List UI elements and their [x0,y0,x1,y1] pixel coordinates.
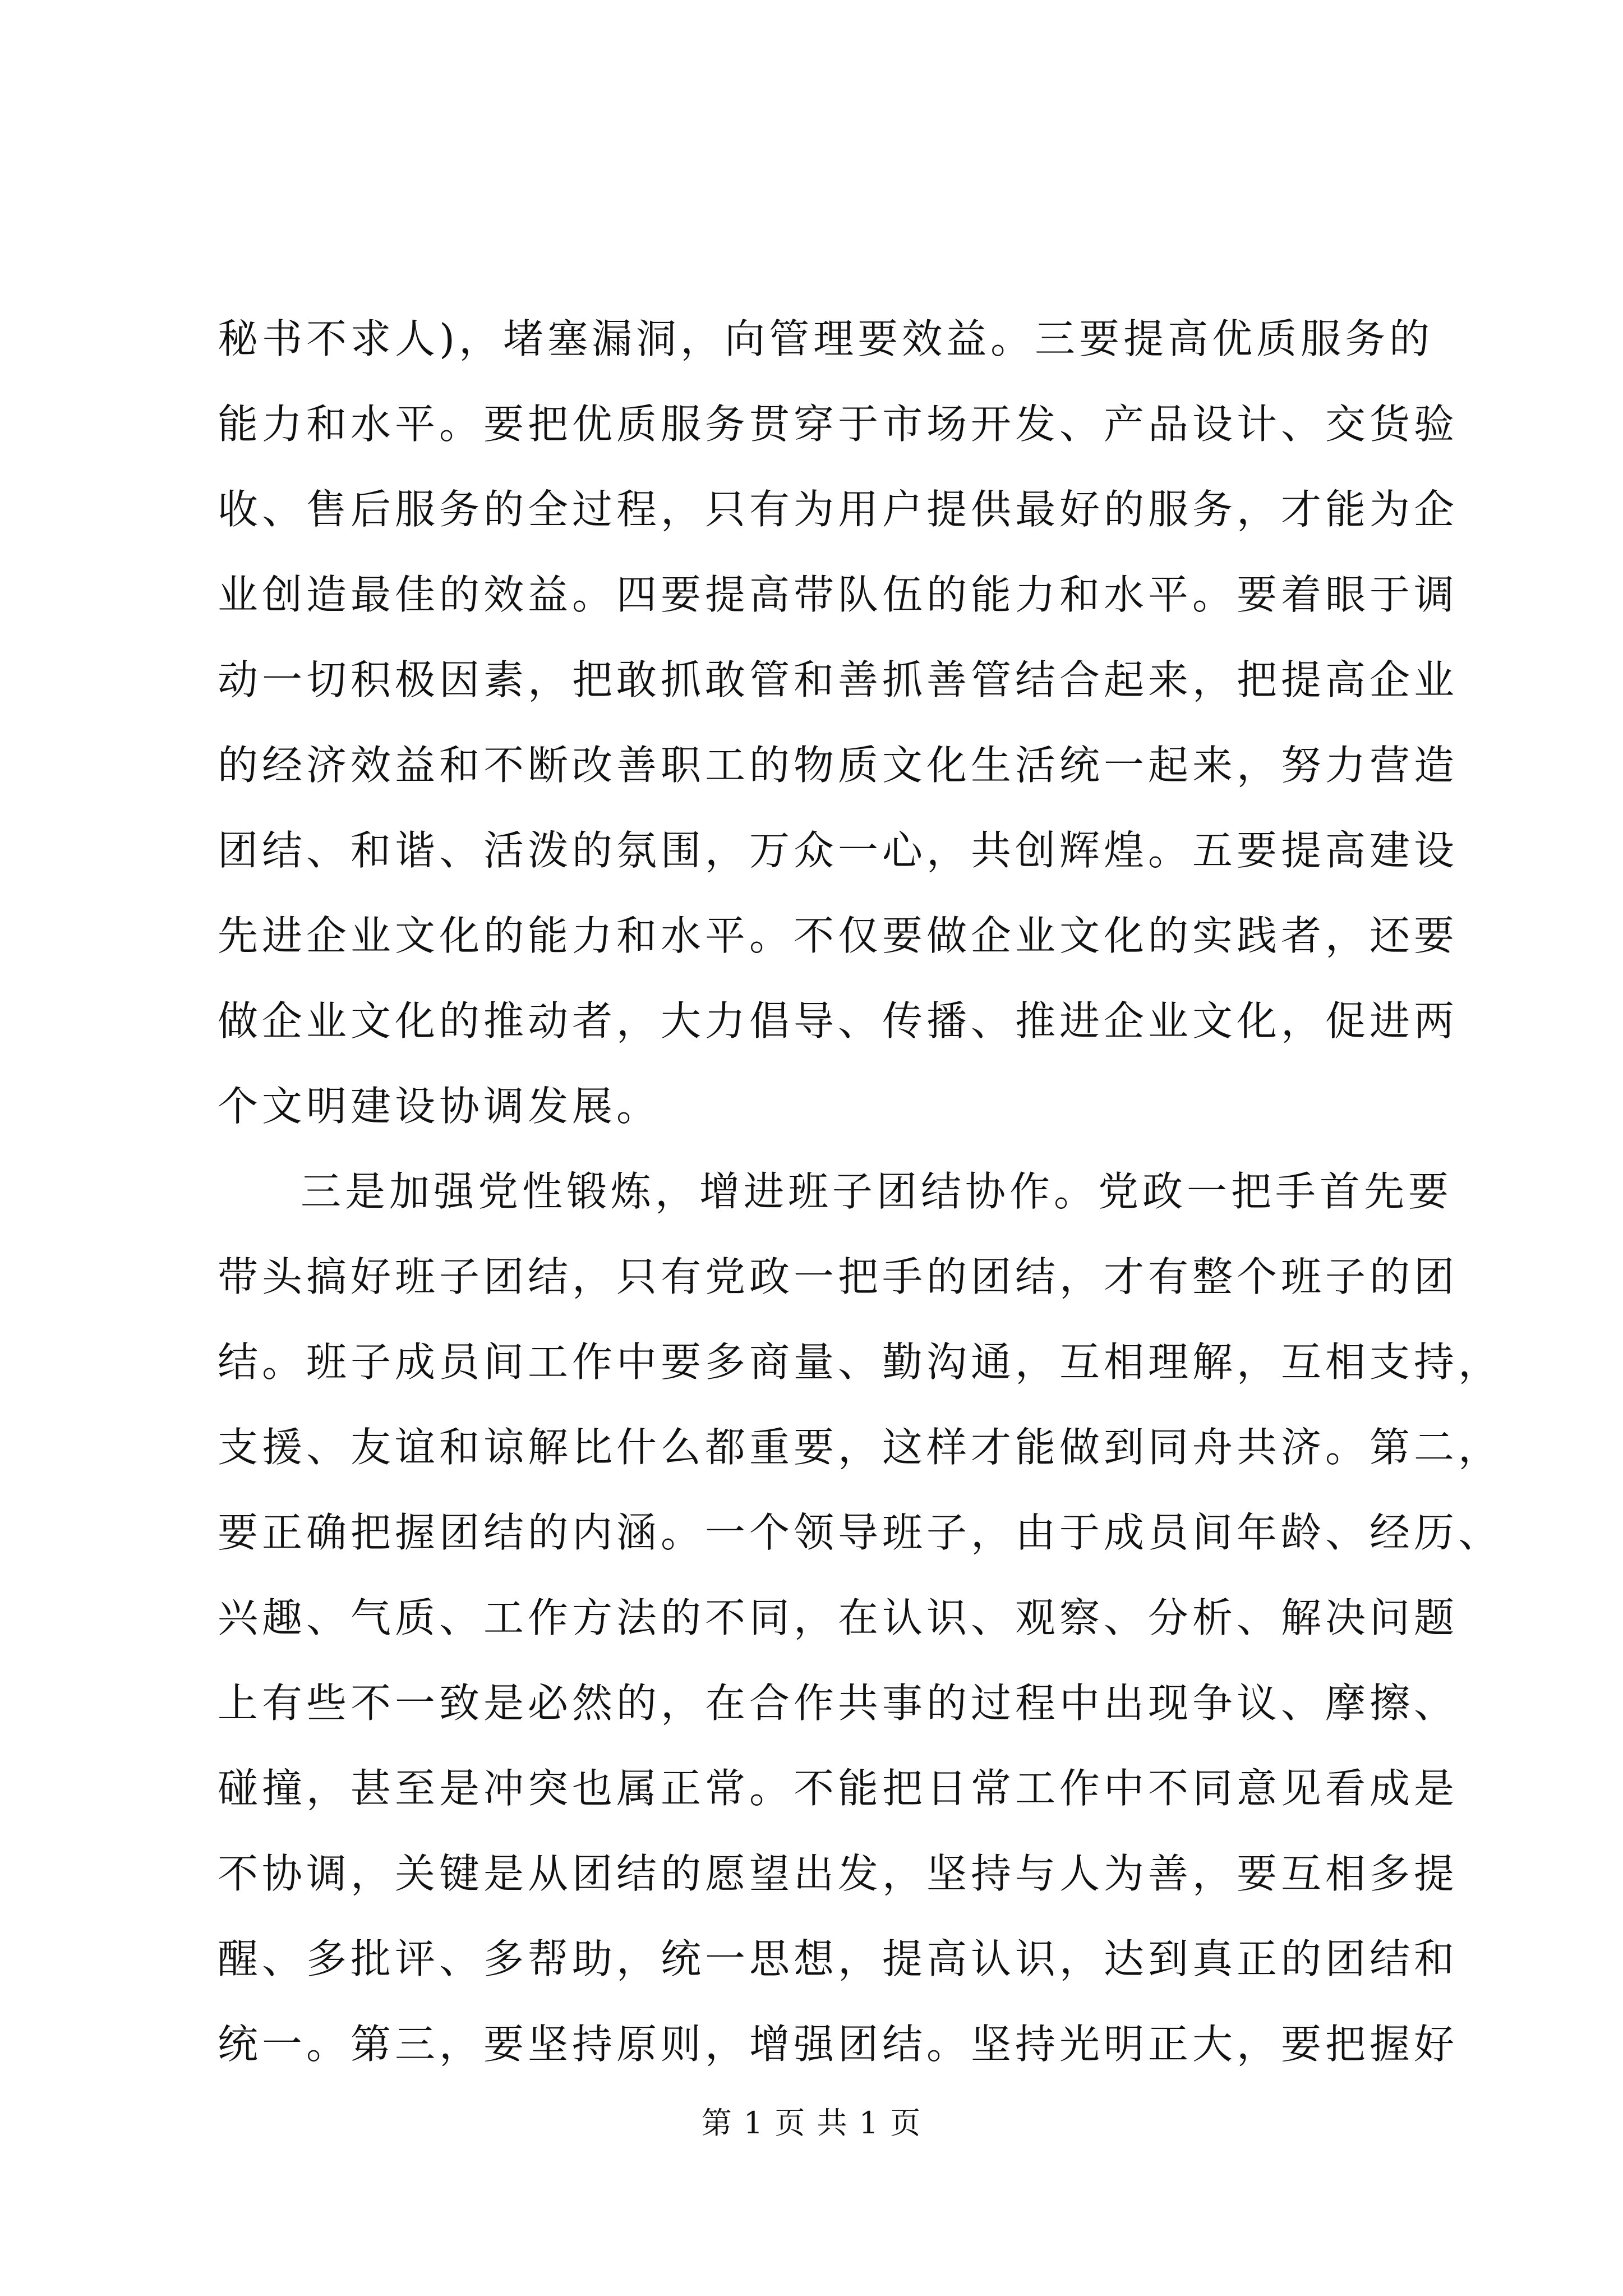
text-line: 上有些不一致是必然的，在合作共事的过程中出现争议、摩擦、 [218,1680,1459,1727]
document-body [218,296,1503,2087]
page-footer [0,2101,1623,2146]
text-line: 不协调，关键是从团结的愿望出发，坚持与人为善，要互相多提 [218,1850,1459,1897]
text-line: 支援、友谊和谅解比什么都重要，这样才能做到同舟共济。第二， [218,1424,1503,1471]
text-line: 业创造最佳的效益。四要提高带队伍的能力和水平。要着眼于调 [218,571,1459,618]
text-line: 碰撞，甚至是冲突也属正常。不能把日常工作中不同意见看成是 [218,1765,1459,1812]
text-line: 动一切积极因素，把敢抓敢管和善抓善管结合起来，把提高企业 [218,656,1459,703]
text-line: 要正确把握团结的内涵。一个领导班子，由于成员间年龄、经历、 [218,1509,1503,1556]
page-number-label: 第 1 页 共 1 页 [701,2105,922,2141]
text-line: 统一。第三，要坚持原则，增强团结。坚持光明正大，要把握好 [218,2021,1459,2068]
paragraph-start-line: 三是加强党性锻炼，增进班子团结协作。党政一把手首先要 [301,1168,1453,1215]
text-line: 带头搞好班子团结，只有党政一把手的团结，才有整个班子的团 [218,1253,1459,1300]
text-line: 兴趣、气质、工作方法的不同，在认识、观察、分析、解决问题 [218,1594,1459,1641]
text-line: 个文明建设协调发展。 [218,1083,661,1130]
text-line: 能力和水平。要把优质服务贯穿于市场开发、产品设计、交货验 [218,401,1459,448]
text-line: 先进企业文化的能力和水平。不仅要做企业文化的实践者，还要 [218,912,1459,959]
text-line: 醒、多批评、多帮助，统一思想，提高认识，达到真正的团结和 [218,1935,1459,1982]
text-line: 的经济效益和不断改善职工的物质文化生活统一起来，努力营造 [218,742,1459,789]
text-line: 收、售后服务的全过程，只有为用户提供最好的服务，才能为企 [218,486,1459,533]
text-line: 团结、和谐、活泼的氛围，万众一心，共创辉煌。五要提高建设 [218,827,1459,874]
text-line: 做企业文化的推动者，大力倡导、传播、推进企业文化，促进两 [218,997,1459,1045]
text-line: 秘书不求人)，堵塞漏洞，向管理要效益。三要提高优质服务的 [218,315,1434,362]
text-line: 结。班子成员间工作中要多商量、勤沟通，互相理解，互相支持， [218,1338,1503,1386]
